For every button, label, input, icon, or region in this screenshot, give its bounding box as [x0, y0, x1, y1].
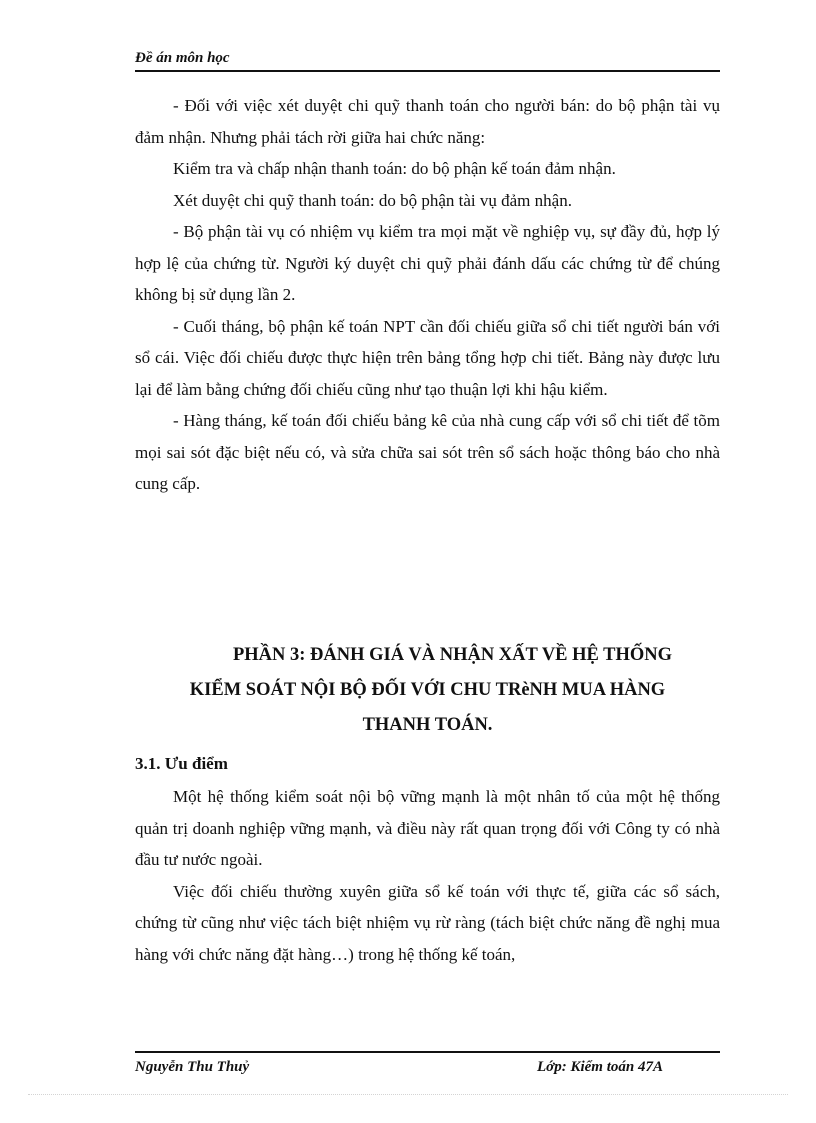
section-title-line-3: THANH TOÁN. — [362, 715, 493, 735]
paragraph-verify-accept: Kiểm tra và chấp nhận thanh toán: do bộ phận kế toán đảm nhận. — [173, 159, 616, 178]
paragraph-strong-control: Một hệ thống kiểm soát nội bộ vững mạnh là một nhân tố của một hệ thống quản trị doanh nghiệp vững mạnh, và điều này rất quan trọng đối với Công ty có nhà đầu tư nước ngoài. — [135, 787, 720, 869]
paragraph-supplier-statement: - Hàng tháng, kế toán đối chiếu bảng kê của nhà cung cấp với sổ chi tiết để tõm mọi sai sót đặc biệt nếu có, và sửa chữa sai sót trên sổ sách hoặc thông báo cho nhà cung cấp. — [135, 411, 720, 493]
section-title-line-1: PHẦN 3: ĐÁNH GIÁ VÀ NHẬN XẤT VỀ HỆ THỐNG — [232, 645, 673, 665]
footer-author: Nguyễn Thu Thuỷ — [135, 1059, 250, 1075]
section-title-line-2: KIỂM SOÁT NỘI BỘ ĐỐI VỚI CHU TRèNH MUA HÀNG — [189, 680, 666, 700]
body-text-upper — [135, 90, 720, 500]
body-text-lower — [135, 781, 720, 970]
paragraph-approve-fund: Xét duyệt chi quỹ thanh toán: do bộ phận tài vụ đảm nhận. — [173, 190, 572, 210]
section-title — [135, 638, 720, 743]
paragraph-finance-duties: - Bộ phận tài vụ có nhiệm vụ kiểm tra mọi mặt về nghiệp vụ, sự đầy đủ, hợp lý hợp lệ của chứng từ. Người ký duyệt chi quỹ phải đánh dấu các chứng từ để chúng không bị sử dụng lần 2. — [135, 222, 720, 304]
footer-class: Lớp: Kiểm toán 47A — [537, 1059, 663, 1075]
document-title: Đề án môn học — [135, 50, 230, 66]
page-header — [135, 48, 720, 72]
paragraph-regular-reconciliation: Việc đối chiếu thường xuyên giữa sổ kế toán với thực tế, giữa các sổ sách, chứng từ cũng như việc tách biệt nhiệm vụ rừ ràng (tách biệt chức năng đề nghị mua hàng với chức năng đặt hàng…) trong hệ thống kế toán, — [135, 881, 720, 964]
page-footer — [135, 1051, 720, 1079]
subsection-heading: 3.1. Ưu điểm — [135, 754, 228, 773]
paragraph-approval-roles: - Đối với việc xét duyệt chi quỹ thanh toán cho người bán: do bộ phận tài vụ đảm nhận. Nhưng phải tách rời giữa hai chức năng: — [135, 96, 720, 147]
paragraph-month-end-reconciliation: - Cuối tháng, bộ phận kế toán NPT cần đối chiếu giữa sổ chi tiết người bán với sổ cái. Việc đối chiếu được thực hiện trên bảng tổng hợp chi tiết. Bảng này được lưu lại để làm bằng chứng đối chiếu cũng như tạo thuận lợi khi hậu kiểm. — [135, 316, 720, 399]
page-bottom-border — [28, 1094, 788, 1095]
